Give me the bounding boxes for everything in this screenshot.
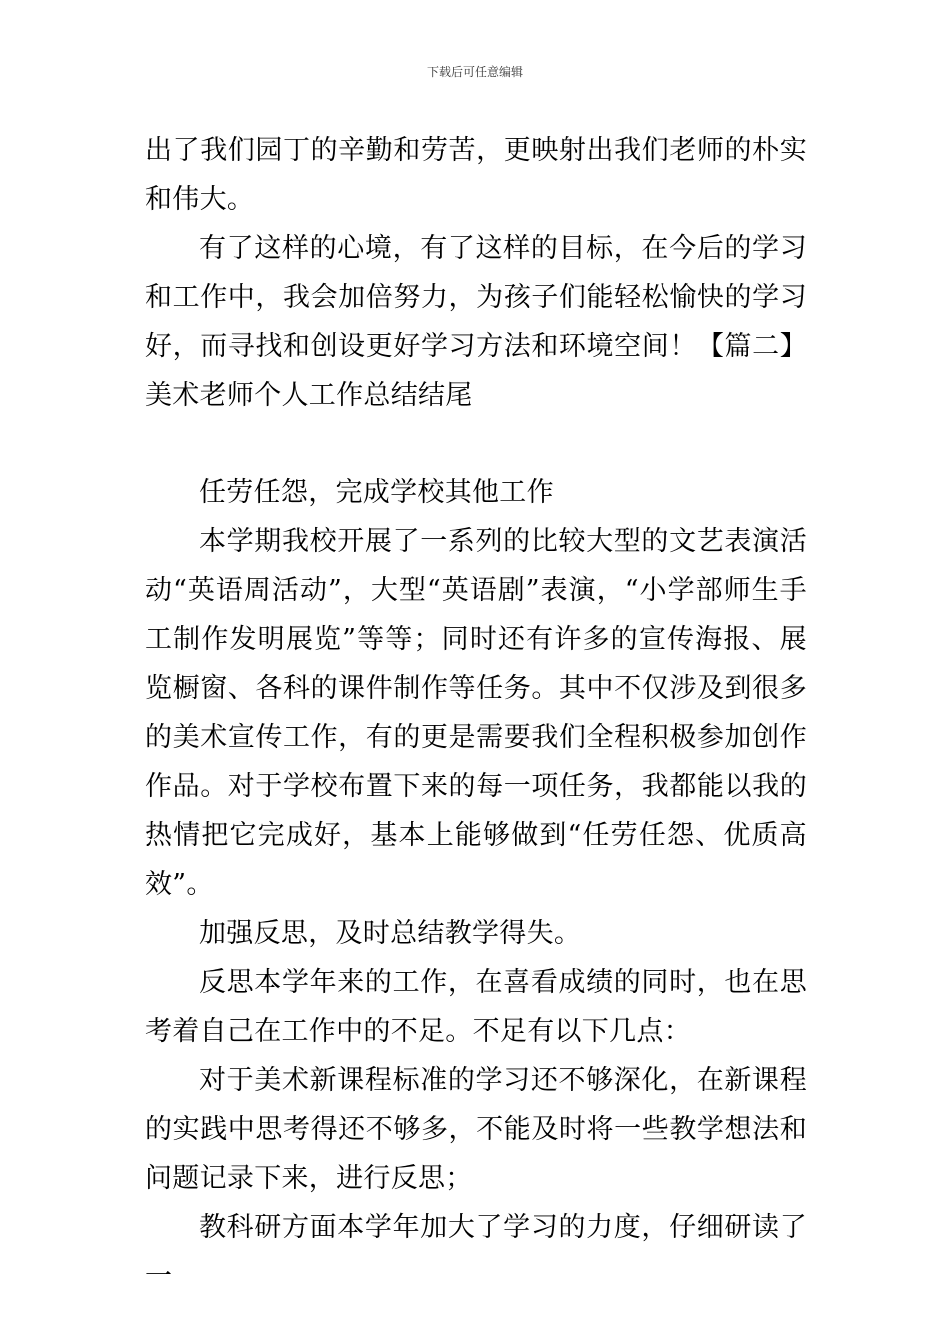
paragraph-6: 教科研方面本学年加大了学习的力度，仔细研读了一 xyxy=(145,1212,807,1292)
page-header: 下载后可任意编辑 xyxy=(426,65,523,79)
paragraph-5: 对于美术新课程标准的学习还不够深化，在新课程的实践中思考得还不够多，不能及时将一些教学想法和问题记录下来，进行反思； xyxy=(145,1065,807,1194)
blank-line xyxy=(145,420,807,468)
paragraph-1: 出了我们园丁的辛勤和劳苦，更映射出我们老师的朴实和伟大。 xyxy=(145,135,807,215)
document-body xyxy=(145,126,807,1301)
paragraph-2: 有了这样的心境，有了这样的目标，在今后的学习和工作中，我会加倍努力，为孩子们能轻松愉快的学习好，而寻找和创设更好学习方法和环境空间！【篇二】美术老师个人工作总结结尾 xyxy=(145,233,807,411)
paragraph-3: 本学期我校开展了一系列的比较大型的文艺表演活动“英语周活动”，大型“英语剧”表演，“小学部师生手工制作发明展览”等等；同时还有许多的宣传海报、展览橱窗、各科的课件制作等任务。其中不仅涉及到很多的美术宣传工作，有的更是需要我们全程积极参加创作作品。对于学校布置下来的每一项任务，我都能以我的热情把它完成好，基本上能够做到“任劳任怨、优质高效”。 xyxy=(145,526,807,900)
paragraph-4: 反思本学年来的工作，在喜看成绩的同时，也在思考着自己在工作中的不足。不足有以下几点： xyxy=(145,967,807,1047)
section-heading-reflection: 加强反思，及时总结教学得失。 xyxy=(199,918,582,949)
section-heading: 任劳任怨，完成学校其他工作 xyxy=(199,477,554,508)
